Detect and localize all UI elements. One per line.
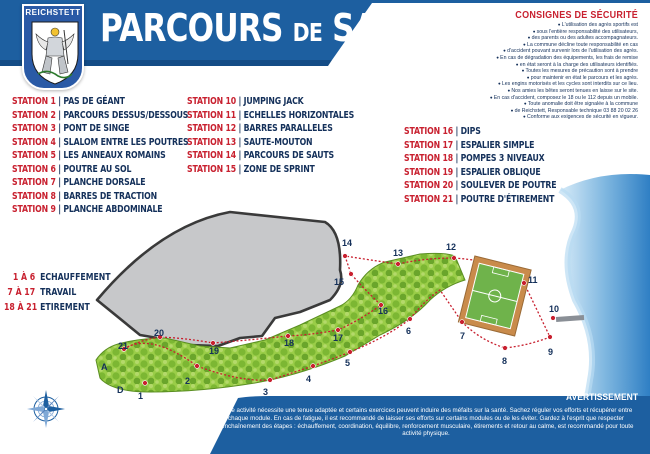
station-name: PONT DE SINGE <box>63 123 130 134</box>
legend-row <box>4 302 111 317</box>
station-separator: | <box>58 136 61 148</box>
station-number: STATION 16 <box>404 126 454 137</box>
station-separator: | <box>58 204 61 215</box>
station-row <box>12 164 189 178</box>
station-marker-11 <box>522 281 527 286</box>
station-row <box>12 123 189 137</box>
station-marker-7 <box>460 320 465 325</box>
station-number: STATION 19 <box>404 166 454 178</box>
map-label: 7 <box>460 331 466 341</box>
map-label: 5 <box>345 358 351 368</box>
safety-line: ● L'utilisation des agrès sportifs est <box>426 22 638 29</box>
map-label: 11 <box>528 275 538 285</box>
safety-line: ● sous l'entière responsabilité des utilisateurs, <box>426 29 638 36</box>
map-label: 2 <box>185 376 191 386</box>
station-marker-1 <box>143 381 148 386</box>
station-name: LES ANNEAUX ROMAINS <box>63 150 166 161</box>
station-separator: | <box>58 150 61 161</box>
safety-rules <box>426 10 638 121</box>
station-separator: | <box>58 123 61 134</box>
station-row <box>404 153 556 167</box>
station-number: STATION 1 <box>12 96 56 107</box>
legend-range: 1 À 6 <box>12 272 36 283</box>
station-separator: | <box>58 96 61 107</box>
sports-field <box>458 256 531 336</box>
safety-line: ● En cas de dégradation des équipements, les frais de remise <box>426 55 638 62</box>
station-row <box>404 140 556 154</box>
phase-legend <box>4 272 134 317</box>
station-row <box>187 137 354 151</box>
station-name: ESPALIER OBLIQUE <box>460 166 541 178</box>
station-row <box>187 123 354 137</box>
station-number: STATION 21 <box>404 193 454 205</box>
town-name: REICHSTETT <box>25 8 81 17</box>
map-label: A <box>101 362 108 372</box>
safety-line: ● Toute anomalie doit être signalée à la commune <box>426 101 638 108</box>
legend-label: ECHAUFFEMENT <box>40 272 111 283</box>
station-separator: | <box>58 177 61 188</box>
safety-line: ● de Reichstett, Responsable technique 03 88 20 02 26 <box>426 108 638 115</box>
station-number: STATION 18 <box>404 153 454 164</box>
station-marker-3 <box>268 378 273 383</box>
map-label: 18 <box>284 338 295 348</box>
map-label: 14 <box>342 238 353 248</box>
station-number: STATION 5 <box>12 150 56 161</box>
station-separator: | <box>58 163 61 175</box>
map-label: 3 <box>263 387 269 397</box>
safety-list <box>426 22 638 121</box>
station-separator: | <box>455 139 459 151</box>
station-name: ESPALIER SIMPLE <box>460 139 535 151</box>
stations-column-3 <box>404 126 590 207</box>
legend-row <box>4 272 111 287</box>
station-name: SLALOM ENTRE LES POUTRES <box>63 136 189 148</box>
map-label: 12 <box>446 242 457 252</box>
map-label: 8 <box>502 356 508 366</box>
station-name: PLANCHE DORSALE <box>63 177 146 188</box>
station-number: STATION 13 <box>187 136 237 148</box>
station-number: STATION 10 <box>187 96 237 107</box>
safety-line: ● d'accident pouvant survenir lors de l'utilisation des agrès. <box>426 48 638 55</box>
station-name: SOULEVER DE POUTRE <box>460 180 557 191</box>
title-word-parcours: PARCOURS <box>100 6 283 50</box>
station-name: PAS DE GÉANT <box>63 96 125 107</box>
map-label: 19 <box>209 346 220 356</box>
station-number: STATION 3 <box>12 123 56 134</box>
station-number: STATION 11 <box>187 109 237 121</box>
station-name: PARCOURS DESSUS/DESSOUS <box>63 109 189 121</box>
map-label: 6 <box>406 326 412 336</box>
map-label: 15 <box>334 277 345 287</box>
station-marker-4 <box>311 364 316 369</box>
map-label: 1 <box>138 391 144 401</box>
station-row <box>404 167 556 181</box>
station-separator: | <box>238 150 242 161</box>
legend-range: 18 À 21 <box>4 302 38 313</box>
station-row <box>404 194 556 208</box>
map-label: 21 <box>118 341 129 351</box>
station-row <box>12 137 189 151</box>
station-separator: | <box>238 109 242 121</box>
station-number: STATION 9 <box>12 204 56 215</box>
station-number: STATION 4 <box>12 136 56 148</box>
station-marker-19 <box>211 341 216 346</box>
station-number: STATION 6 <box>12 163 56 175</box>
station-marker-6 <box>408 317 413 322</box>
station-name: POMPES 3 NIVEAUX <box>460 153 545 164</box>
station-row <box>404 180 556 194</box>
title-word-sante: SANTÉ <box>332 6 444 50</box>
station-number: STATION 7 <box>12 177 56 188</box>
station-separator: | <box>455 193 459 205</box>
station-separator: | <box>58 190 61 202</box>
station-marker-12 <box>452 256 457 261</box>
station-number: STATION 12 <box>187 123 237 134</box>
station-number: STATION 17 <box>404 139 454 151</box>
station-marker-14 <box>343 254 348 259</box>
station-marker-17 <box>336 328 341 333</box>
safety-line: ● Nos amies les bêtes seront tenues en laisse sur le site. <box>426 88 638 95</box>
safety-line: ● Conforme aux exigences de sécurité en vigueur. <box>426 114 638 121</box>
station-row <box>187 150 354 164</box>
station-number: STATION 20 <box>404 180 454 191</box>
map-label: D <box>117 385 124 395</box>
station-row <box>187 164 354 178</box>
station-name: POUTRE AU SOL <box>63 163 132 175</box>
safety-line: ● En cas d'accident, composez le 18 ou le 112 depuis un mobile. <box>426 95 638 102</box>
safety-line: ● Toutes les mesures de précaution sont à prendre <box>426 68 638 75</box>
safety-line: ● pour maintenir en état le parcours et les agrès. <box>426 75 638 82</box>
page-title <box>100 2 443 54</box>
warning-title: AVERTISSEMENT <box>565 392 638 403</box>
station-row <box>12 150 189 164</box>
station-name: PARCOURS DE SAUTS <box>243 150 335 161</box>
station-row <box>187 110 354 124</box>
crest-icon <box>28 20 82 86</box>
station-number: STATION 2 <box>12 109 56 121</box>
legend-label: ETIREMENT <box>40 302 90 313</box>
compass-rose-icon <box>26 389 66 429</box>
map-label: 16 <box>378 306 389 316</box>
title-word-de: DE <box>292 18 323 47</box>
station-name: BARRES PARALLELES <box>243 123 333 134</box>
station-separator: | <box>455 153 459 164</box>
station-marker-2 <box>195 364 200 369</box>
station-number: STATION 8 <box>12 190 56 202</box>
map-label: 13 <box>393 248 404 258</box>
station-number: STATION 15 <box>187 163 237 175</box>
station-separator: | <box>238 123 242 134</box>
legend-label: TRAVAIL <box>40 287 77 298</box>
station-separator: | <box>238 163 242 175</box>
station-name: ECHELLES HORIZONTALES <box>243 109 355 121</box>
safety-line: ● La commune décline toute responsabilité en cas <box>426 42 638 49</box>
map-label: 9 <box>548 347 554 357</box>
station-row <box>12 177 189 191</box>
station-name: DIPS <box>460 126 481 137</box>
station-separator: | <box>238 96 242 107</box>
safety-line: ● Les engins motorisés et les cycles sont interdits sur ce lieu. <box>426 81 638 88</box>
station-name: JUMPING JACK <box>243 96 304 107</box>
safety-line: ● des parents ou des adultes accompagnateurs. <box>426 35 638 42</box>
station-row <box>404 126 556 140</box>
station-marker-9 <box>548 335 553 340</box>
map-label: 17 <box>333 333 344 343</box>
map-label: 10 <box>549 304 560 314</box>
station-name: SAUTE-MOUTON <box>243 136 313 148</box>
station-name: BARRES DE TRACTION <box>63 190 157 202</box>
town-crest <box>22 4 84 90</box>
station-separator: | <box>455 166 459 178</box>
legend-row <box>4 287 111 302</box>
station-name: ZONE DE SPRINT <box>243 163 315 175</box>
jetty <box>556 315 584 322</box>
station-separator: | <box>455 126 459 137</box>
station-separator: | <box>238 136 242 148</box>
station-marker-13 <box>396 262 401 267</box>
station-name: PLANCHE ABDOMINALE <box>63 204 163 215</box>
station-separator: | <box>58 109 61 121</box>
legend-range: 7 À 17 <box>7 287 36 298</box>
station-marker-10 <box>551 316 556 321</box>
map-label: 20 <box>154 328 165 338</box>
station-row <box>12 96 189 110</box>
station-marker-8 <box>503 346 508 351</box>
station-marker-15 <box>349 272 354 277</box>
station-row <box>12 204 189 218</box>
safety-title: CONSIGNES DE SÉCURITÉ <box>515 10 638 21</box>
station-row <box>12 191 189 205</box>
map-label: 4 <box>306 374 312 384</box>
station-row <box>187 96 354 110</box>
station-number: STATION 14 <box>187 150 237 161</box>
safety-line: ● en état seront à la charge des utilisateurs identifiés. <box>426 62 638 69</box>
stations-column-2 <box>187 96 391 177</box>
warning-text: Toute activité nécessite une tenue adaptée et certains exercices peuvent induire des méfaits sur la santé. Sachez réguler vos efforts et récupérer entre chaque module. En cas de fatigue, il est recommandé de laisser ses efforts sur certains modules ou de les éviter. Gardez à l'esprit que respecter l'enchaînement des étapes : échauffement, coordination, équilibre, renforcement musculaire, étirements et retour au calme, est recommandé pour toute activité physique. <box>218 407 634 438</box>
station-separator: | <box>455 180 459 191</box>
station-marker-5 <box>348 350 353 355</box>
station-name: POUTRE D'ÉTIREMENT <box>460 193 555 205</box>
station-row <box>12 110 189 124</box>
